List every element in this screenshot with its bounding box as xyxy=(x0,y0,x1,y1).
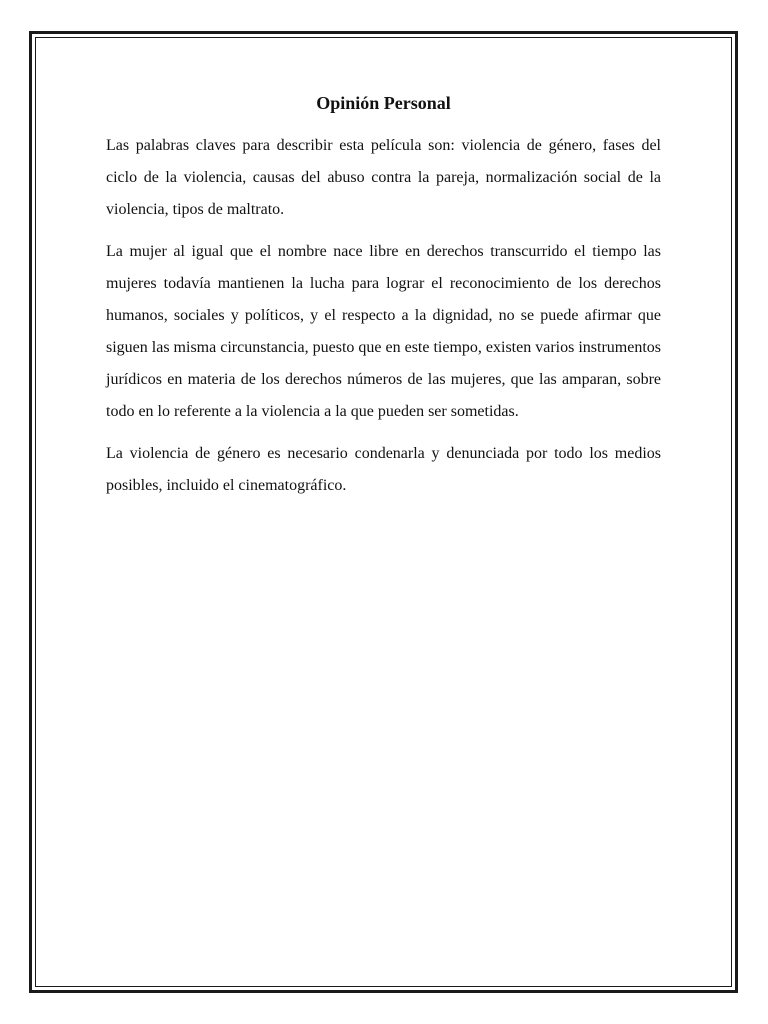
document-body xyxy=(106,90,661,512)
paragraph-keywords: Las palabras claves para describir esta película son: violencia de género, fases del ciclo de la violencia, causas del abuso contra la pareja, normalización social de la violencia, tipos de maltrato. xyxy=(106,137,661,218)
document-title: Opinión Personal xyxy=(316,93,451,113)
paragraph-women-rights: La mujer al igual que el nombre nace libre en derechos transcurrido el tiempo las mujeres todavía mantienen la lucha para lograr el reconocimiento de los derechos humanos, sociales y políticos, y el respecto a la dignidad, no se puede afirmar que siguen las misma circunstancia, puesto que en este tiempo, existen varios instrumentos jurídicos en materia de los derechos números de las mujeres, que las amparan, sobre todo en lo referente a la violencia a la que pueden ser sometidas. xyxy=(106,243,661,420)
paragraph-conclusion: La violencia de género es necesario condenarla y denunciada por todo los medios posibles, incluido el cinematográfico. xyxy=(106,445,661,494)
